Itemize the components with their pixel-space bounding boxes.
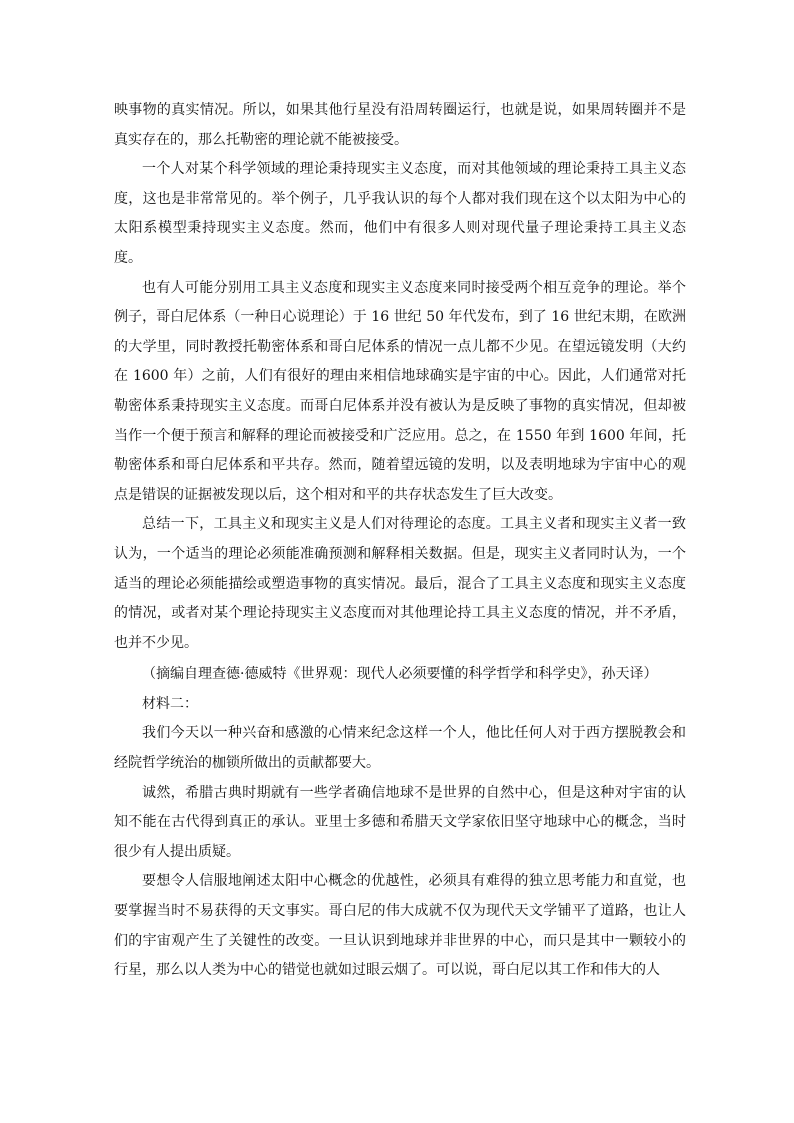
paragraph-competing-theories: 也有人可能分别用工具主义态度和现实主义态度来同时接受两个相互竞争的理论。举个例子，哥白尼体系（一种日心说理论）于 16 世纪 50 年代发布，到了 16 世纪末期，在欧洲的大学里，同时教授托勒密体系和哥白尼体系的情况一点儿都不少见。在望远镜发明（大约在 1600 年）之前，人们有很好的理由来相信地球确实是宇宙的中心。因此，人们通常对托勒密体系秉持现实主义态度。而哥白尼体系并没有被认为是反映了事物的真实情况，但却被当作一个便于预言和解释的理论而被接受和广泛应用。总之，在 1550 年到 1600 年间，托勒密体系和哥白尼体系和平共存。然而，随着望远镜的发明，以及表明地球为宇宙中心的观点是错误的证据被发现以后，这个相对和平的共存状态发生了巨大改变。 [114, 279, 686, 503]
material-two-label: 材料二： [142, 695, 198, 712]
paragraph-greek-astronomy: 诚然，希腊古典时期就有一些学者确信地球不是世界的自然中心，但是这种对宇宙的认知不能在古代得到真正的承认。亚里士多德和希腊天文学家依旧坚守地球中心的概念，当时很少有人提出质疑。 [114, 784, 686, 860]
paragraph-copernicus-achievement: 要想令人信服地阐述太阳中心概念的优越性，必须具有难得的独立思考能力和直觉，也要掌握当时不易获得的天文事实。哥白尼的伟大成就不仅为现代天文学铺平了道路，也让人们的宇宙观产生了关键性的改变。一旦认识到地球并非世界的中心，而只是其中一颗较小的行星，那么以人类为中心的错觉也就如过眼云烟了。可以说，哥白尼以其工作和伟大的人 [114, 873, 686, 979]
paragraph-continuation: 映事物的真实情况。所以，如果其他行星没有沿周转圈运行，也就是说，如果周转圈并不是真实存在的，那么托勒密的理论就不能被接受。 [114, 102, 686, 148]
paragraph-summary: 总结一下，工具主义和现实主义是人们对待理论的态度。工具主义者和现实主义者一致认为，一个适当的理论必须能准确预测和解释相关数据。但是，现实主义者同时认为，一个适当的理论必须能描绘或塑造事物的真实情况。最后，混合了工具主义态度和现实主义态度的情况，或者对某个理论持现实主义态度而对其他理论持工具主义态度的情况，并不矛盾，也并不少见。 [114, 516, 686, 651]
paragraph-commemoration: 我们今天以一种兴奋和感激的心情来纪念这样一个人，他比任何人对于西方摆脱教会和经院哲学统治的枷锁所做出的贡献都要大。 [114, 725, 686, 772]
source-note: （摘编自理查德·德威特《世界观：现代人必须要懂的科学哲学和科学史》，孙天译） [142, 666, 658, 683]
paragraph-mixed-attitudes: 一个人对某个科学领域的理论秉持现实主义态度，而对其他领域的理论秉持工具主义态度，这也是非常常见的。举个例子，几乎我认识的每个人都对我们现在这个以太阳为中心的太阳系模型秉持现实主义态度。然而，他们中有很多人则对现代量子理论秉持工具主义态度。 [114, 161, 686, 266]
document-page [114, 96, 686, 986]
